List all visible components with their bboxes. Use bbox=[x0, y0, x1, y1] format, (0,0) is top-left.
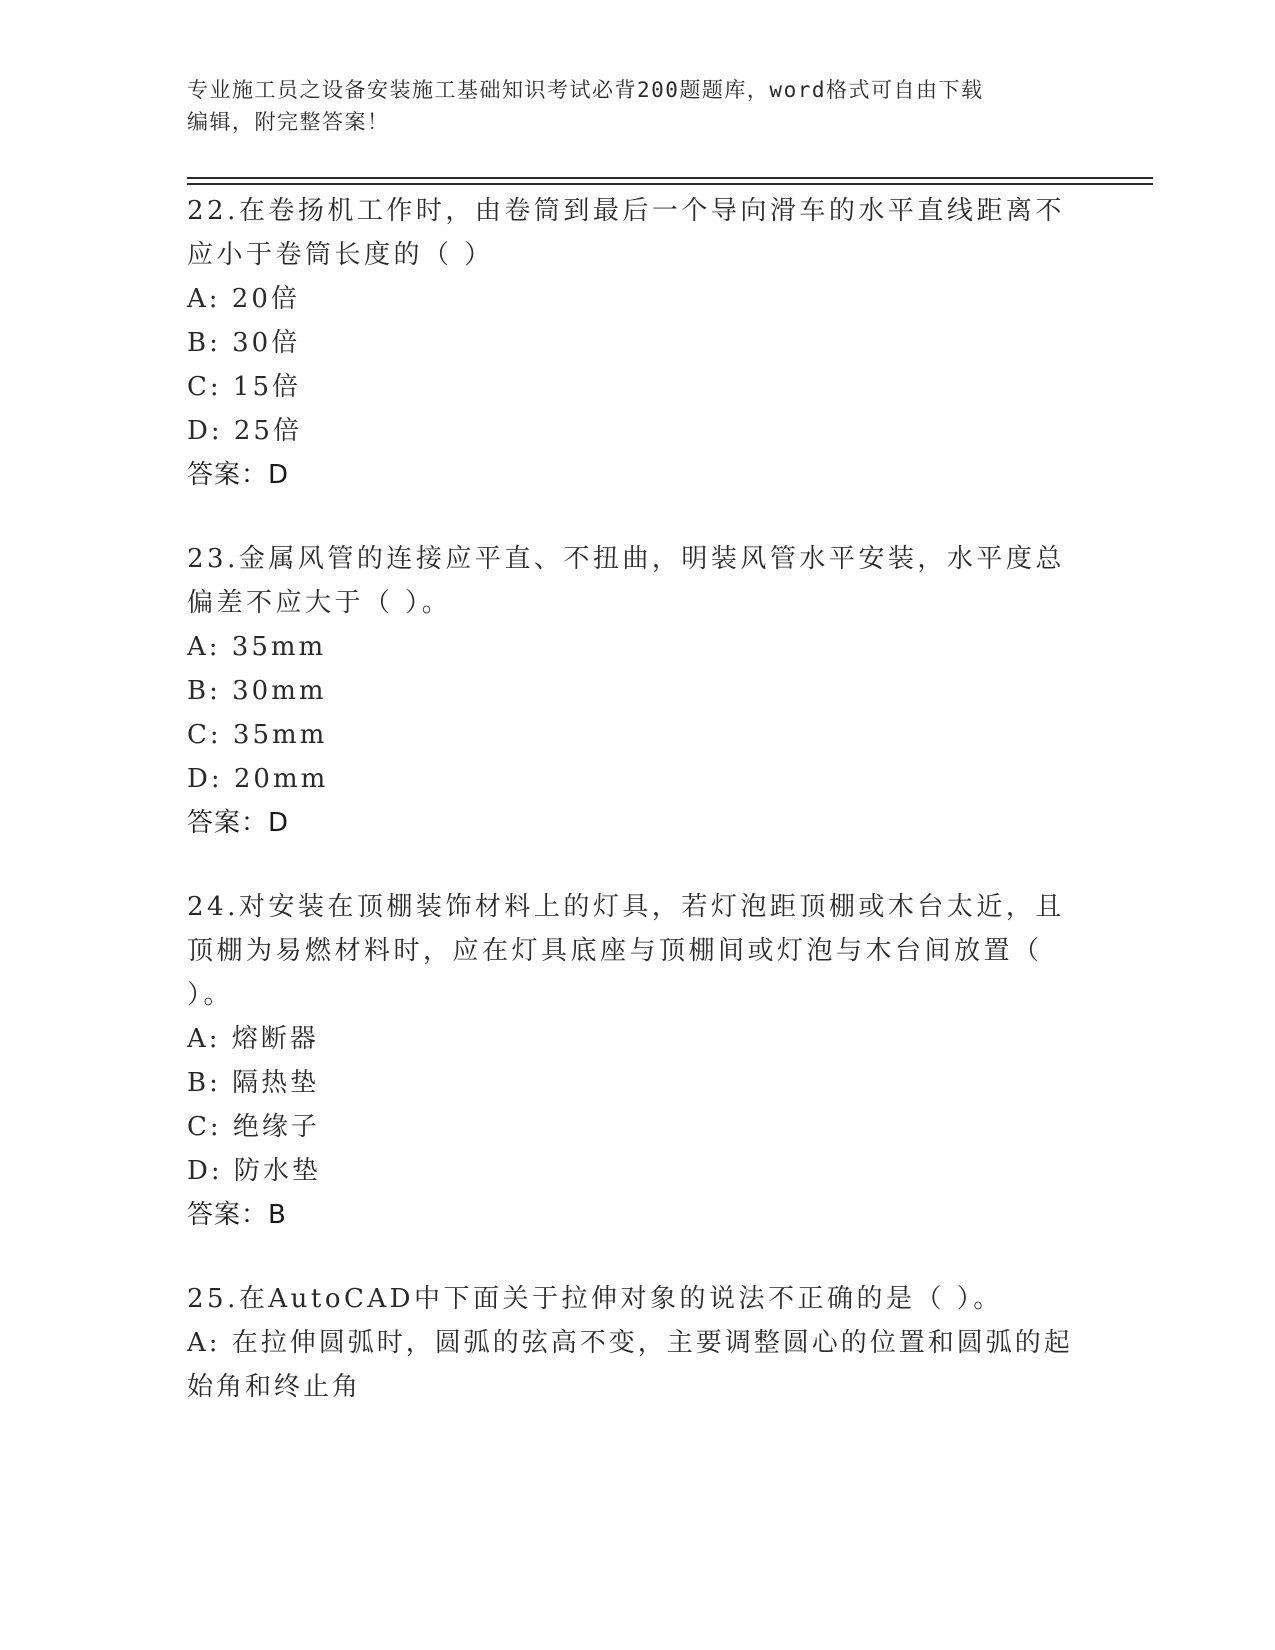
option-c: C: 35mm bbox=[187, 720, 328, 750]
answer: 答案：B bbox=[187, 1200, 287, 1230]
header-divider-bottom bbox=[187, 183, 1153, 185]
option-a: A: 20倍 bbox=[187, 284, 300, 314]
option-b: B: 30倍 bbox=[187, 328, 301, 358]
option-c: C: 15倍 bbox=[187, 372, 302, 402]
question-stem: 24.对安装在顶棚装饰材料上的灯具，若灯泡距顶棚或木台太近，且顶棚为易燃材料时，应在灯具底座与顶棚间或灯泡与木台间放置（ ）。 bbox=[187, 892, 1065, 1010]
question-22 bbox=[187, 189, 1087, 497]
question-23 bbox=[187, 537, 1087, 845]
option-d: D: 20mm bbox=[187, 764, 329, 794]
question-list bbox=[187, 189, 1087, 1449]
option-b: B: 30mm bbox=[187, 676, 327, 706]
header-divider-top bbox=[187, 177, 1153, 179]
question-25 bbox=[187, 1277, 1087, 1409]
option-a: A: 熔断器 bbox=[187, 1024, 319, 1054]
option-b: B: 隔热垫 bbox=[187, 1068, 320, 1098]
question-24 bbox=[187, 885, 1087, 1237]
answer: 答案：D bbox=[187, 460, 290, 490]
option-d: D: 防水垫 bbox=[187, 1156, 321, 1186]
option-a: A: 35mm bbox=[187, 632, 327, 662]
option-a: A: 在拉伸圆弧时，圆弧的弦高不变，主要调整圆心的位置和圆弧的起始角和终止角 bbox=[187, 1328, 1073, 1402]
option-d: D: 25倍 bbox=[187, 416, 302, 446]
question-stem: 25.在AutoCAD中下面关于拉伸对象的说法不正确的是（ ）。 bbox=[187, 1284, 1003, 1314]
question-stem: 22.在卷扬机工作时，由卷筒到最后一个导向滑车的水平直线距离不应小于卷筒长度的（ ） bbox=[187, 196, 1065, 270]
header-line-1: 专业施工员之设备安装施工基础知识考试必背200题题库，word格式可自由下载 bbox=[187, 78, 984, 102]
header-line-2: 编辑，附完整答案！ bbox=[187, 110, 390, 134]
document-header bbox=[187, 74, 1067, 138]
answer: 答案：D bbox=[187, 808, 290, 838]
option-c: C: 绝缘子 bbox=[187, 1112, 320, 1142]
question-stem: 23.金属风管的连接应平直、不扭曲，明装风管水平安装，水平度总偏差不应大于（ ）。 bbox=[187, 544, 1065, 618]
